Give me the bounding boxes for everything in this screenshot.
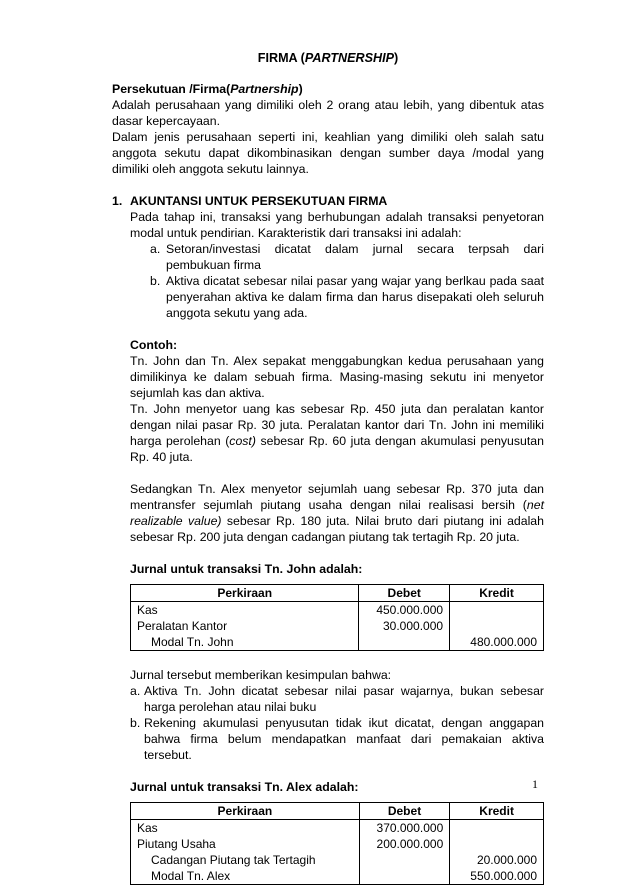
debit-cell: 370.000.000 — [359, 820, 449, 837]
section-number: 1. — [112, 194, 123, 208]
example-paragraph-3: Sedangkan Tn. Alex menyetor sejumlah uang sebesar Rp. 370 juta dan mentransfer sejumlah piutang usaha dengan nilai realisasi bersih (net realizable value) sebesar Rp. 180 juta. Nilai bruto dari piutang ini adalah sebesar Rp. 200 juta dengan cadangan piutang tak tertagih Rp. 20 juta. — [130, 482, 544, 544]
table-row — [131, 836, 544, 852]
debit-cell: 200.000.000 — [359, 836, 449, 852]
table-header-row — [131, 585, 544, 602]
account-cell: Cadangan Piutang tak Tertagih — [131, 852, 360, 868]
debit-cell — [359, 852, 449, 868]
debit-cell — [359, 634, 450, 651]
list-item: a. Aktiva Tn. John dicatat sebesar nilai pasar wajarnya, bukan sebesar harga perolehan atau nilai buku — [130, 684, 544, 714]
column-header: Debet — [359, 585, 450, 602]
credit-cell — [450, 602, 544, 619]
journal-john-heading: Jurnal untuk transaksi Tn. John adalah: — [130, 562, 363, 576]
page-number: 1 — [532, 777, 538, 791]
table-row — [131, 852, 544, 868]
credit-cell: 480.000.000 — [450, 634, 544, 651]
credit-cell — [450, 820, 544, 837]
credit-cell: 20.000.000 — [450, 852, 544, 868]
column-header: Kredit — [450, 585, 544, 602]
list-item: a. Setoran/investasi dicatat dalam jurnal secara terpsah dari pembukuan firma — [150, 242, 544, 272]
account-cell: Modal Tn. John — [131, 634, 359, 651]
credit-cell — [450, 618, 544, 634]
credit-cell — [450, 836, 544, 852]
example-label: Contoh: — [130, 338, 178, 352]
journal-alex-heading: Jurnal untuk transaksi Tn. Alex adalah: — [130, 780, 359, 794]
table-row — [131, 602, 544, 619]
intro-paragraph-1: Adalah perusahaan yang dimiliki oleh 2 orang atau lebih, yang dibentuk atas dasar kepercayaan. — [112, 98, 544, 128]
account-cell: Peralatan Kantor — [131, 618, 359, 634]
conclusion-block — [130, 667, 544, 763]
account-cell: Piutang Usaha — [131, 836, 360, 852]
list-item: b. Rekening akumulasi penyusutan tidak ikut dicatat, dengan anggapan bahwa firma belum mendapatkan manfaat dari pemakaian aktiva tersebut. — [130, 716, 544, 762]
column-header: Debet — [359, 803, 449, 820]
example-paragraph-1: Tn. John dan Tn. Alex sepakat menggabungkan kedua perusahaan yang dimilikinya ke dalam sebuah firma. Masing-masing sekutu ini menyetor sejumlah kas dan aktiva. — [130, 354, 544, 400]
debit-cell: 450.000.000 — [359, 602, 450, 619]
account-cell: Modal Tn. Alex — [131, 868, 360, 885]
section-heading — [112, 193, 544, 209]
document-page — [112, 50, 544, 885]
intro-paragraph-2: Dalam jenis perusahaan seperti ini, keahlian yang dimiliki oleh salah satu anggota sekutu dapat dikombinasikan dengan sumber daya /modal yang dimiliki oleh anggota sekutu lainnya. — [112, 130, 544, 176]
column-header: Perkiraan — [131, 585, 359, 602]
column-header: Kredit — [450, 803, 544, 820]
account-cell: Kas — [131, 602, 359, 619]
table-header-row — [131, 803, 544, 820]
section-title: AKUNTANSI UNTUK PERSEKUTUAN FIRMA — [130, 194, 388, 208]
conclusion-intro: Jurnal tersebut memberikan kesimpulan bahwa: — [130, 668, 392, 682]
list-item: b. Aktiva dicatat sebesar nilai pasar yang wajar yang berlkau pada saat penyerahan aktiva ke dalam firma dan harus disepakati oleh seluruh anggota sekutu yang ada. — [150, 274, 544, 320]
debit-cell: 30.000.000 — [359, 618, 450, 634]
table-row — [131, 868, 544, 885]
table-row — [131, 634, 544, 651]
journal-alex-table — [130, 802, 544, 885]
debit-cell — [359, 868, 449, 885]
table-row — [131, 820, 544, 837]
table-row — [131, 618, 544, 634]
column-header: Perkiraan — [131, 803, 360, 820]
example-paragraph-2: Tn. John menyetor uang kas sebesar Rp. 450 juta dan peralatan kantor dengan nilai pasar Rp. 30 juta. Peralatan kantor dari Tn. John ini memiliki harga perolehan (cost) sebesar Rp. 60 juta dengan akumulasi penyusutan Rp. 40 juta. — [130, 402, 544, 464]
page-title: FIRMA (PARTNERSHIP) — [257, 51, 399, 65]
intro-heading: Persekutuan /Firma(Partnership) — [112, 82, 303, 96]
section-paragraph: Pada tahap ini, transaksi yang berhubungan adalah transaksi penyetoran modal untuk pendirian. Karakteristik dari transaksi ini adalah: — [130, 210, 544, 240]
journal-john-table — [130, 584, 544, 651]
credit-cell: 550.000.000 — [450, 868, 544, 885]
account-cell: Kas — [131, 820, 360, 837]
